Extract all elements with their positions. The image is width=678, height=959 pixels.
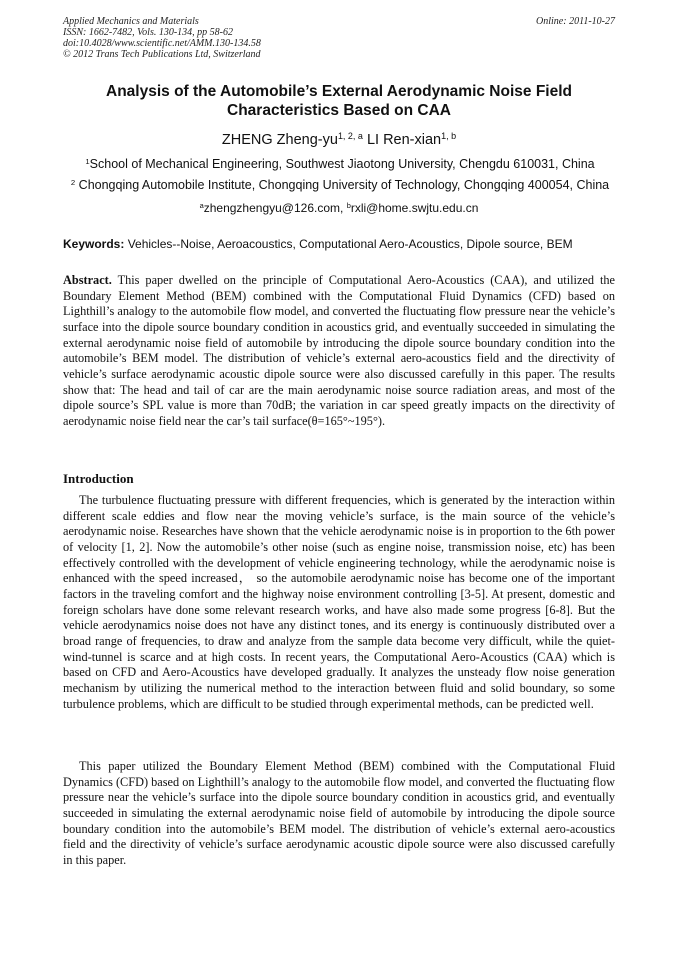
keywords-label: Keywords:: [63, 237, 125, 251]
author-list: [63, 131, 615, 149]
introduction-paragraph-1: The turbulence fluctuating pressure with different frequencies, which is generated by the interaction within different scale eddies and flow near the moving vehicle’s surface, is the main source of the vehicle’s aerodynamic noise. Researches have shown that the vehicle aerodynamic noise is in proportion to the 6th power of velocity [1, 2]. Now the automobile’s other noise (such as engine noise, transmission noise, etc) has been effectively controlled with the development of vehicle engineering technology, while the aerodynamic noise is enhanced with the speed increased， so the automobile aerodynamic noise has become one of the important factors in the traveling comfort and the highway noise environment controlling [3-5]. At present, domestic and foreign scholars have done some relevant research works, and have also made some progress [6-8]. But the vehicle aerodynamics noise does not have any distinct tones, and its energy is continuously distributed over a broad range of frequencies, to draw and analyze from the sample data become very difficult, while the quiet-wind-tunnel is scarce and at high costs. In recent years, the Computational Aero-Acoustics (CAA) which is based on CFD and Aero-Acoustics have developed gradually. It analyzes the unsteady flow noise generation mechanism by utilizing the numerical method to the interaction between fluid and solid boundary, so some turbulence problems, which are difficult to be studied through experimental methods, can be predicted well.: [63, 493, 615, 711]
affiliation-1: [40, 157, 640, 172]
section-heading-introduction: Introduction: [63, 471, 134, 486]
affiliation-2: [40, 178, 640, 193]
affiliation-2-superscript: 2: [70, 177, 76, 187]
introduction-paragraph-2: This paper utilized the Boundary Element Method (BEM) combined with the Computational Fluid Dynamics (CFD) based on Lighthill’s analogy to the automobile flow model, and converted the fluctuating flow pressure near the vehicle’s surface into the dipole source boundary condition in acoustics grid, and eventually succeeded in simulating the external aerodynamic noise field of automobile by introducing the dipole source boundary condition into the automobile’s BEM model. The distribution of vehicle’s external aero-acoustics field and the directivity of vehicle’s surface aerodynamic acoustic dipole source were also discussed carefully in this paper.: [63, 759, 615, 867]
email-line: [63, 201, 615, 216]
journal-name: Applied Mechanics and Materials: [63, 16, 199, 27]
paper-title: [63, 82, 615, 120]
keywords: [63, 237, 623, 252]
abstract: [63, 273, 615, 430]
copyright-line: © 2012 Trans Tech Publications Ltd, Switzerland: [63, 49, 261, 60]
affiliation-1-superscript: 1: [85, 156, 90, 166]
title-line-1: Analysis of the Automobile’s External Aerodynamic Noise Field: [106, 83, 572, 100]
author-2-superscript: 1, b: [441, 131, 457, 142]
author-2: LI Ren-xian: [366, 132, 442, 148]
journal-header: [63, 16, 615, 60]
email-b-superscript: b: [346, 200, 351, 210]
affiliation-2-text: Chongqing Automobile Institute, Chongqing University of Technology, Chongqing 400054, China: [78, 178, 610, 192]
email-a: zhengzhengyu@126.com,: [203, 201, 344, 215]
abstract-text: This paper dwelled on the principle of Computational Aero-Acoustics (CAA), and utilized the Boundary Element Method (BEM) combined with the Computational Fluid Dynamics (CFD) based on Lighthill’s analogy to the automobile flow model, and converted the fluctuating flow pressure near the vehicle’s surface into the dipole source boundary condition in acoustics grid, and eventually succeeded in simulating the external aerodynamic noise field of automobile by introducing the dipole source boundary condition into the automobile’s BEM model. The distribution of vehicle’s external aero-acoustics field and the directivity of vehicle’s surface aerodynamic acoustic dipole source were also discussed carefully in this paper. The results show that: The head and tail of car are the main aerodynamic noise source radiation areas, and most of the dipole source’s SPL value is more than 70dB; the variation in car speed greatly impacts on the directivity of aerodynamic noise field near the car’s tail surface(θ=165°~195°).: [63, 273, 615, 428]
author-1-superscript: 1, 2, a: [337, 131, 363, 142]
online-date: Online: 2011-10-27: [536, 16, 615, 27]
keywords-text: Vehicles--Noise, Aeroacoustics, Computational Aero-Acoustics, Dipole source, BEM: [127, 237, 573, 251]
issn-line: ISSN: 1662-7482, Vols. 130-134, pp 58-62: [63, 27, 233, 38]
abstract-label: Abstract.: [63, 273, 112, 287]
author-1: ZHENG Zheng-yu: [221, 132, 338, 148]
title-line-2: Characteristics Based on CAA: [227, 102, 451, 119]
email-b: rxli@home.swjtu.edu.cn: [350, 201, 479, 215]
affiliation-1-text: School of Mechanical Engineering, Southwest Jiaotong University, Chengdu 610031, China: [89, 157, 595, 171]
doi-line: doi:10.4028/www.scientific.net/AMM.130-134.58: [63, 38, 261, 49]
email-a-superscript: a: [199, 200, 204, 210]
